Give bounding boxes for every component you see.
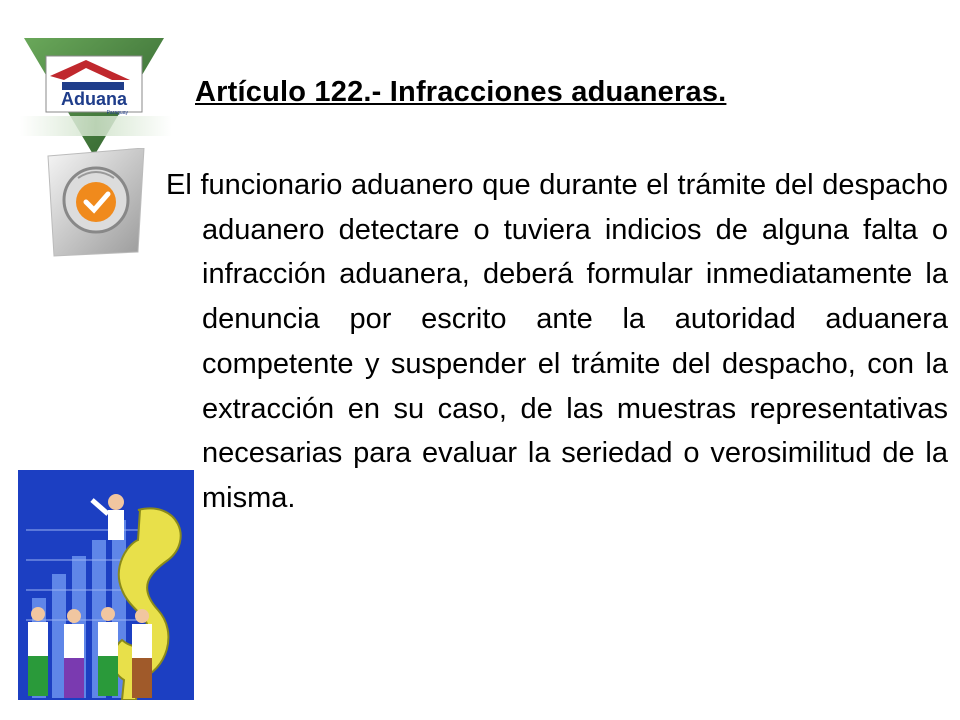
business-growth-clipart	[18, 470, 194, 700]
logo-text: Aduana	[60, 89, 128, 109]
aduana-logo	[20, 38, 172, 158]
article-paragraph: El funcionario aduanero que durante el trámite del despacho aduanero detectare o tuviera indicios de alguna falta o infracción aduanera, deberá formular inmediatamente la denuncia por escrito ante la autoridad aduanera competente y suspender el trámite del despacho, con la extracción en su caso, de las muestras representativas necesarias para evaluar la seriedad o verosimilitud de la misma.	[166, 169, 948, 514]
certification-seal-icon	[42, 148, 152, 260]
logo-subtext: Paraguay	[106, 110, 128, 116]
article-heading: Artículo 122.- Infracciones aduaneras.	[195, 76, 727, 108]
